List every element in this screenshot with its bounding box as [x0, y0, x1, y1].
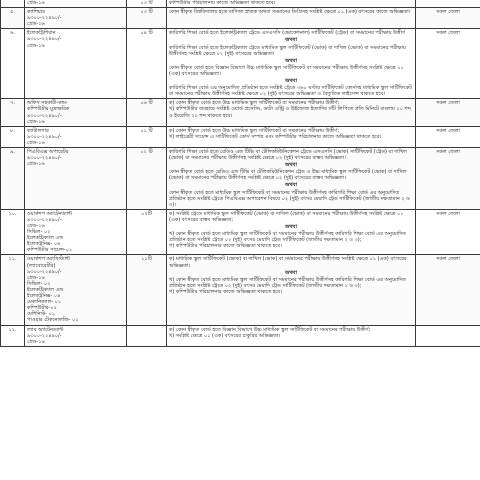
post-line: পিএবিএক্স অপারেটর	[27, 148, 69, 155]
post-line: ওয়ার্কশপ অ্যাসিস্ট্যান্ট	[27, 256, 70, 263]
post-cell	[25, 209, 127, 255]
post-line: ৯৩০০-২২৪৯০/-	[27, 216, 62, 223]
qualification-cell	[167, 8, 416, 29]
qualification-cell	[167, 209, 416, 255]
eligible-district: সকল জেলা	[436, 210, 460, 217]
post-line: গ্রেড-১৬	[27, 139, 45, 146]
post-line: অফিস সহকারী-কাম-	[27, 100, 68, 107]
post-line: ৯৩০০-২২৪৯০/-	[27, 268, 62, 275]
post-count-cell	[127, 126, 167, 147]
qualification-line: গ) কম্পিউটার পরিচালনার কাজে অভিজ্ঞতা থাকতে হবে।	[169, 243, 282, 250]
serial-number: ১১.	[8, 256, 17, 263]
post-cell	[25, 147, 127, 209]
qualification-cell	[167, 126, 416, 147]
qualification-cell	[167, 0, 416, 8]
qualification-line: গ) কম্পিউটার পরিচালনার কাজে অভিজ্ঞতা থাকতে হবে।	[169, 288, 282, 295]
post-line: ৯৩০০-২২৪৯০/-	[27, 133, 62, 140]
qualification-line: খ) কোন স্বীকৃত বোর্ড হতে মাধ্যমিক স্কুল সার্টিফিকেট বা সমমানের পরীক্ষায় উত্তীর্ণসহ কারিগরি শিক্ষা বোর্ড এর অনুমোদিত প্রতিষ্ঠান হতে সংশ্লিষ্ট ট্রেডে ০২ (দুই) বৎসর মেয়াদি ট্রেড সার্টিফিকেট (জাতীয় দক্ষতামান ২ ও ৩);	[169, 276, 406, 289]
qualification-line: ক) কোন স্বীকৃত বোর্ড হতে উচ্চ মাধ্যমিক স্কুল সার্টিফিকেট বা সমমানের পরীক্ষায় উত্তীর্ণ;	[169, 127, 340, 134]
qualification-cell	[167, 255, 416, 325]
serial-number: ৮.	[10, 127, 15, 134]
vacancy-row	[1, 99, 480, 126]
post-line: ক্যাশিয়ার	[27, 9, 45, 16]
post-count-cell	[127, 255, 167, 325]
post-cell	[25, 255, 127, 325]
post-line: সিভিল- ০২	[27, 280, 51, 287]
qualification-cell	[167, 29, 416, 99]
post-count-cell	[127, 29, 167, 99]
post-line: মেশিনিস্ট- ০১	[27, 311, 56, 318]
post-count: ০১ টি	[140, 127, 153, 134]
post-cell	[25, 325, 127, 346]
qualification-cell	[167, 147, 416, 209]
serial-cell	[1, 99, 25, 126]
post-line: ৯৩০০-২২৪৯০/-	[27, 36, 62, 43]
post-line: মেকানিক্যাল- ০১	[27, 299, 62, 306]
post-line: ইলেকট্রনিক্স- ০৪	[27, 293, 61, 300]
or-separator: অথবা	[285, 224, 297, 230]
eligible-district: সকল জেলা	[436, 30, 460, 37]
serial-cell	[1, 147, 25, 209]
vacancy-row	[1, 255, 480, 325]
qualification-line: কোন স্বীকৃত বোর্ড হতে বিজ্ঞান বিভাগে উচ্চ মাধ্যমিক স্কুল সার্টিফিকেট বা সমমানের পরীক্ষায় উত্তীর্ণসহ সংশ্লিষ্ট ক্ষেত্রে ০১ (এক) বৎসরের অভিজ্ঞতা।	[169, 64, 404, 77]
post-cell	[25, 126, 127, 147]
post-line: কম্পিউটার সায়েন্স-০১	[27, 247, 73, 254]
post-cell	[25, 29, 127, 99]
vacancy-row	[1, 126, 480, 147]
post-line: ৯৩০০-২২৪৯০/-	[27, 155, 62, 162]
serial-cell	[1, 8, 25, 29]
serial-cell	[1, 325, 25, 346]
post-line: ক্যাটালগার	[27, 127, 49, 134]
post-line: ইলেকট্রিশিয়ান	[27, 30, 56, 37]
qualification-line: খ) সংশ্লিষ্ট ক্ষেত্রে ০১ (এক) বৎসরের চাকুরির অভিজ্ঞতা।	[169, 332, 281, 339]
serial-cell	[1, 29, 25, 99]
post-count: ০৭টি	[141, 210, 152, 217]
post-count-cell	[127, 99, 167, 126]
post-line: কম্পিউটার মুদ্রাক্ষরিক	[27, 106, 70, 113]
post-line: গ্রেড-১৬	[27, 274, 45, 281]
or-separator: অথবা	[285, 37, 297, 44]
area-cell	[416, 325, 480, 346]
qualification-line: কোন স্বীকৃত বিশ্ববিদ্যালয় হতে বাণিজ্য স্নাতক অথবা সমমানের ডিগ্রিসহ সংশ্লিষ্ট ক্ষেত্রে ০১ (এক) বৎসরের কাজে অভিজ্ঞতা।	[169, 9, 411, 16]
eligible-district: সকল জেলা	[436, 256, 460, 263]
qualification-line: কারিগরি শিক্ষা বোর্ড হতে ইলেকট্রিক্যাল ট্রেডে মাধ্যমিক স্কুল সার্টিফিকেট (ভোক) বা দাখিল (ভোক) বা সমমানের পরীক্ষায় উত্তীর্ণসহ সংশ্লিষ্ট ক্ষেত্রে ০২ (দুই) বৎসরের অভিজ্ঞতা।	[169, 44, 406, 57]
qualification-cell	[167, 325, 416, 346]
or-separator: অথবা	[285, 162, 297, 169]
or-separator: অথবা	[285, 78, 297, 85]
qualification-line: ক) কোন স্বীকৃত বোর্ড হতে বিজ্ঞান বিভাগে উচ্চ মাধ্যমিক স্কুল সার্টিফিকেট বা সমমানের পরীক্ষায় উত্তীর্ণ;	[169, 326, 371, 333]
serial-cell	[1, 209, 25, 255]
post-count: ০৬ টি	[140, 100, 153, 107]
post-line: (ল্যাবোরেটরি)	[27, 262, 56, 269]
qualification-line: খ) কম্পিউটার ব্যবহারে সংশ্লিষ্ট ওয়ার্ড প্রসেসিং, ডাটা এন্ট্রি ও উইন্ডোজ ইত্যাদির সাঁট লিপিতে প্রতি মিনিটে বাংলায় ২০ শব্দ ও ইংরেজি ২০ শব্দ থাকতে হবে।	[169, 106, 411, 119]
serial-number: ৫.	[10, 9, 15, 16]
area-cell	[416, 0, 480, 8]
post-count: ০৩ টি	[140, 0, 153, 6]
area-cell	[416, 126, 480, 147]
post-line: সিভিল- ০২	[27, 229, 51, 236]
serial-number: ১২.	[8, 326, 17, 333]
serial-cell	[1, 255, 25, 325]
post-line: ইলেকট্রিক্যাল এন্ড	[27, 286, 64, 293]
qualification-line: ক) সংশ্লিষ্ট ট্রেডে মাধ্যমিক স্কুল সার্টিফিকেট (ভোক) বা দাখিল (ভোক) বা সমমানের পরীক্ষায় উত্তীর্ণসহ সংশ্লিষ্ট ক্ষেত্রে ০১ (এক) বৎসরের বাস্তব অভিজ্ঞতা;	[169, 210, 404, 223]
post-line: পাওয়ার টেকনোলজি- ০১	[27, 317, 79, 324]
qualification-line: খ) কোন স্বীকৃত বোর্ড হতে মাধ্যমিক স্কুল সার্টিফিকেট বা সমমানের পরীক্ষায় উত্তীর্ণসহ কারিগরি শিক্ষা বোর্ড এর অনুমোদিত প্রতিষ্ঠান হতে সংশ্লিষ্ট ট্রেডে ০২ (দুই) বৎসর মেয়াদি ট্রেড সার্টিফিকেট (জাতীয় দক্ষতামান ২ ও ৩);	[169, 231, 406, 244]
vacancy-row	[1, 209, 480, 255]
post-count: ০৪ টি	[140, 30, 153, 37]
or-separator: অথবা	[285, 269, 297, 276]
qualification-line: খ) লাইব্রেরী সায়েন্স এ সার্টিফিকেট কোর্স সম্পন্ন এবং কম্পিউটার পরিচালনার কাজে অভিজ্ঞতা থাকতে হবে।	[169, 133, 382, 140]
qualification-line: কম্পিউটার পরিচালনায় কাজে অভিজ্ঞতা থাকতে হবে।	[169, 0, 276, 6]
or-separator: অথবা	[285, 57, 297, 64]
post-line: গ্রেড-১৬	[27, 338, 45, 345]
post-line: ল্যাব অ্যাটেনড্যান্ট	[27, 326, 64, 333]
qualification-line: ক) কোন স্বীকৃত বোর্ড হতে উচ্চ মাধ্যমিক স্কুল সার্টিফিকেট বা সমমানের পরীক্ষায় উত্তীর্ণ;	[169, 100, 340, 107]
post-line: গ্রেড-১৬	[27, 0, 45, 6]
serial-number: ৭.	[10, 100, 15, 107]
qualification-line: কোন স্বীকৃত বোর্ড হতে মাধ্যমিক স্কুল সার্টিফিকেট বা সমমানের পরীক্ষায় উত্তীর্ণসহ কারিগরি শিক্ষা বোর্ড এর অনুমোদিত প্রতিষ্ঠান হতে সংশ্লিষ্ট ট্রেডে পিএবিএক্স অপারেশন বিষয়ে ০২ (দুই) বৎসর মেয়াদি ট্রেড সার্টিফিকেট (জাতীয় দক্ষতামান ২ ও ৩)।	[169, 189, 410, 208]
area-cell	[416, 29, 480, 99]
post-count: ০২ টি	[140, 148, 153, 155]
area-cell	[416, 255, 480, 325]
eligible-district: সকল জেলা	[436, 9, 460, 16]
qualification-line: কারিগরি শিক্ষা বোর্ড এর অনুমোদিত প্রতিষ্ঠান হতে সংশ্লিষ্ট ট্রেডে ৩৬০ ঘণ্টার সার্টিফিকেট কোর্সসহ মাধ্যমিক স্কুল সার্টিফিকেট বা সমমানের পরীক্ষায় উত্তীর্ণসহ সংশ্লিষ্ট ক্ষেত্রে ০২ (দুই) বৎসরের অভিজ্ঞতা ও বৈদ্যুতিক লাইসেন্স থাকতে হবে।	[169, 85, 412, 98]
post-count-cell	[127, 147, 167, 209]
serial-cell	[1, 0, 25, 8]
post-cell	[25, 0, 127, 8]
post-line: ৯৩০০-২২৪৯০/-	[27, 112, 62, 119]
serial-number: ৯.	[10, 148, 15, 155]
qualification-line: ক) মাধ্যমিক স্কুল সার্টিফিকেট (ভোক) বা দাখিল (ভোক) বা সমমানের পরীক্ষায় উত্তীর্ণসহ সংশ্লিষ্ট ক্ষেত্রে ০১ (এক) বৎসরের অভিজ্ঞতা।	[169, 256, 407, 269]
post-line: কম্পিউটার-০২	[27, 305, 57, 312]
qualification-line: কারিগরি শিক্ষা বোর্ড হতে ইলেকট্রিক্যাল ট্রেডে এসএসসি (ভোকেশনাল) সার্টিফিকেট (ট্রেড) বা সমমানের পরীক্ষায় উত্তীর্ণ	[169, 30, 405, 37]
serial-number: ৬.	[10, 30, 15, 37]
post-line: ইলেকট্রনিক্স- ০৪	[27, 241, 61, 248]
qualification-cell	[167, 99, 416, 126]
qualification-line: কোন স্বীকৃত বোর্ড হতে রেডিও এন্ড টিভি বা টেলিকমিউনিকেশন ট্রেড এ উচ্চ মাধ্যমিক স্কুল সার্টিফিকেট (ভোক) বা দাখিল (ভোক) বা সমমানের পরীক্ষায় উত্তীর্ণসহ সংশ্লিষ্ট ক্ষেত্রে ০২ (দুই) বৎসরের বাস্তব অভিজ্ঞতা।	[169, 169, 407, 182]
post-line: ওয়ার্কশপ অ্যাটেনড্যান্ট	[27, 210, 72, 217]
vacancy-row	[1, 8, 480, 29]
eligible-district: সকল জেলা	[436, 127, 460, 134]
vacancy-row	[1, 325, 480, 346]
post-line: গ্রেড-১৬	[27, 42, 45, 49]
post-line: গ্রেড-১৬	[27, 161, 45, 168]
post-line: গ্রেড-১৬	[27, 21, 45, 28]
area-cell	[416, 147, 480, 209]
vacancy-row	[1, 0, 480, 8]
post-line: ৯৩০০-২২৪৯০/-	[27, 15, 62, 22]
post-count-cell	[127, 209, 167, 255]
post-count-cell	[127, 0, 167, 8]
eligible-district: সকল জেলা	[436, 100, 460, 107]
eligible-district: সকল জেলা	[436, 148, 460, 155]
post-count: ০৩ টি	[140, 9, 153, 16]
serial-number: ১০.	[8, 210, 17, 217]
post-line: ৯৩০০-২২৪৯০/-	[27, 332, 62, 339]
vacancy-table-body	[1, 0, 480, 346]
post-count-cell	[127, 325, 167, 346]
post-cell	[25, 8, 127, 29]
post-line: গ্রেড-১৬	[27, 223, 45, 229]
or-separator: অথবা	[285, 182, 297, 189]
qualification-line: কারিগরি শিক্ষা বোর্ড হতে রেডিও এন্ড টিভি বা টেলিকমিউনিকেশন ট্রেডে এসএসসি (ভোক) সার্টিফিকেট (ট্রেড) বা দাখিল (ভোক) বা সমমানের পরীক্ষায় উত্তীর্ণসহ সংশ্লিষ্ট ক্ষেত্রে ০২ (দুই) বৎসরের বাস্তব অভিজ্ঞতা।	[169, 148, 407, 162]
post-line: গ্রেড-১৬	[27, 118, 45, 125]
post-cell	[25, 99, 127, 126]
area-cell	[416, 8, 480, 29]
area-cell	[416, 99, 480, 126]
serial-cell	[1, 126, 25, 147]
post-count-cell	[127, 8, 167, 29]
post-count: ১১টি	[141, 256, 152, 263]
vacancy-row	[1, 147, 480, 209]
area-cell	[416, 209, 480, 255]
post-line: ইলেকট্রিক্যাল এন্ড	[27, 235, 64, 242]
vacancy-row	[1, 29, 480, 99]
